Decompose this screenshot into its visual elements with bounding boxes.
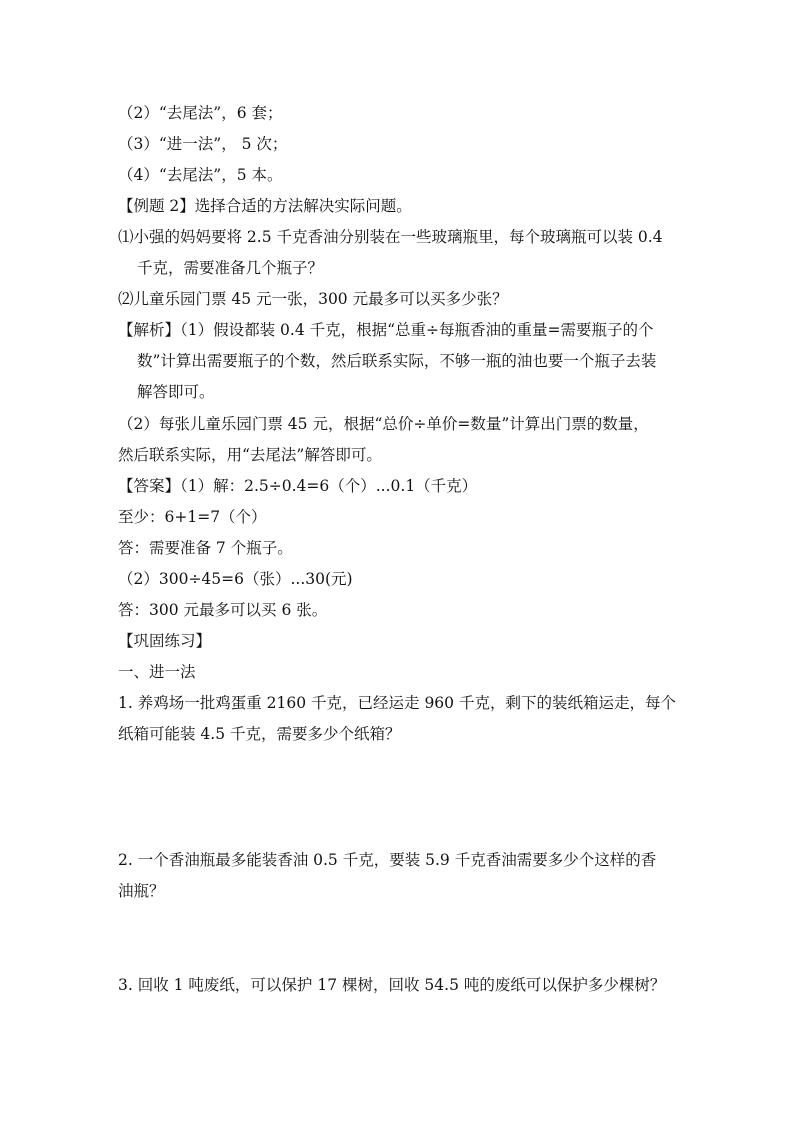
analysis-line-4: （2）每张儿童乐园门票 45 元，根据“总价÷单价=数量”计算出门票的数量， [118, 415, 649, 433]
answer-conclusion-2: 答：300 元最多可以买 6 张。 [118, 601, 328, 619]
answer-min-line: 至少：6+1=7（个） [118, 508, 267, 526]
section-heading-round-up: 一、进一法 [118, 663, 196, 681]
question-1-line-1: ⑴小强的妈妈要将 2.5 千克香油分别装在一些玻璃瓶里，每个玻璃瓶可以装 0.4 [118, 228, 663, 246]
practice-heading: 【巩固练习】 [118, 632, 212, 650]
exercise-2-line-2: 油瓶？ [118, 882, 165, 900]
analysis-line-5: 然后联系实际，用“去尾法”解答即可。 [118, 446, 382, 464]
analysis-line-3: 解答即可。 [137, 383, 215, 401]
question-2: ⑵儿童乐园门票 45 元一张，300 元最多可以买多少张？ [118, 290, 508, 308]
exercise-2-line-1: 2. 一个香油瓶最多能装香油 0.5 千克，要装 5.9 千克香油需要多少个这样的香 [118, 851, 657, 869]
answer-calc-2: （2）300÷45=6（张）...30(元) [118, 570, 353, 588]
answer-line-4: （4）“去尾法”，5 本。 [118, 166, 283, 184]
example-2-heading: 【例题 2】选择合适的方法解决实际问题。 [118, 197, 412, 215]
exercise-1-line-1: 1. 养鸡场一批鸡蛋重 2160 千克，已经运走 960 千克，剩下的装纸箱运走，每个 [118, 694, 676, 712]
exercise-3: 3. 回收 1 吨废纸，可以保护 17 棵树，回收 54.5 吨的废纸可以保护多少棵树？ [118, 976, 666, 994]
exercise-1-line-2: 纸箱可能装 4.5 千克，需要多少个纸箱？ [118, 725, 401, 743]
question-1-line-2: 千克，需要准备几个瓶子？ [137, 259, 324, 277]
answer-label-line: 【答案】（1）解：2.5÷0.4=6（个）...0.1（千克） [118, 477, 478, 495]
answer-line-3: （3）“进一法”， 5 次； [118, 135, 288, 153]
answer-conclusion-1: 答：需要准备 7 个瓶子。 [118, 539, 293, 557]
analysis-line-2: 数”计算出需要瓶子的个数，然后联系实际，不够一瓶的油也要一个瓶子去装 [137, 352, 657, 370]
analysis-line-1: 【解析】（1）假设都装 0.4 千克，根据“总重÷每瓶香油的重量=需要瓶子的个 [118, 321, 654, 339]
answer-line-2: （2）“去尾法”，6 套； [118, 104, 283, 122]
